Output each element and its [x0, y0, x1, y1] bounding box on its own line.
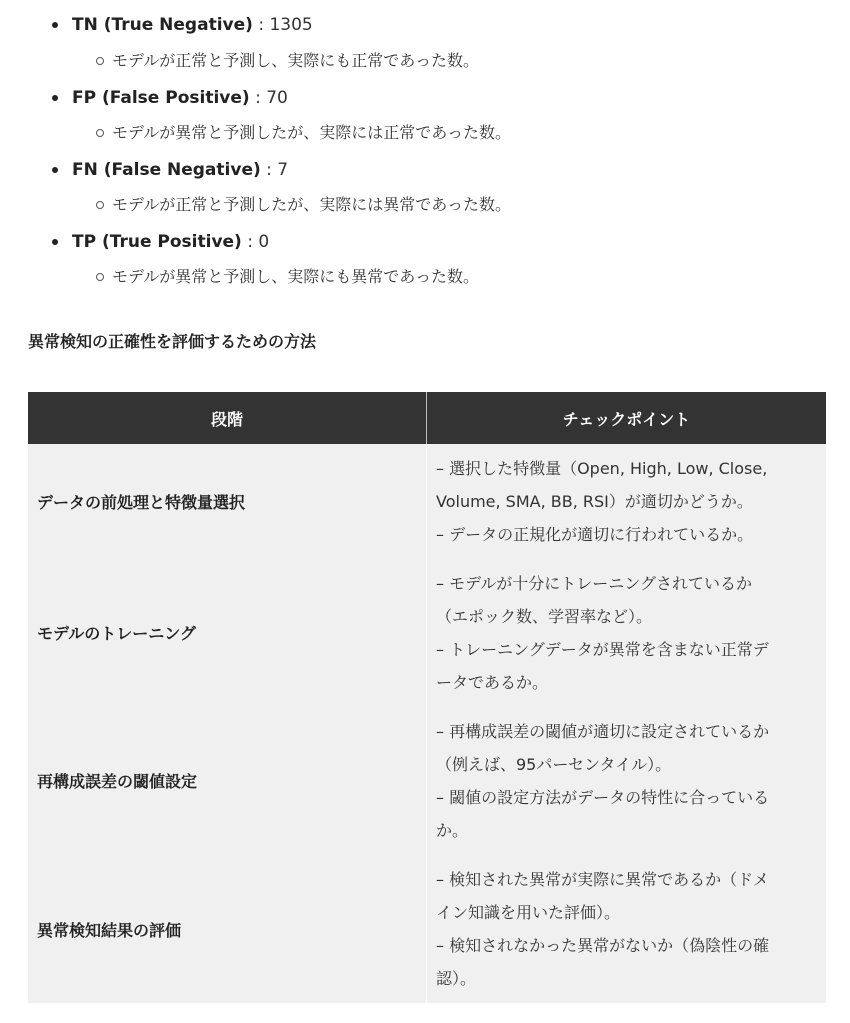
metric-separator: :: [260, 160, 278, 180]
sub-bullet-icon: [96, 201, 104, 209]
checkpoint-line: （例えば、95パーセンタイル）。: [436, 754, 672, 774]
metric-name: TP (True Positive): [72, 232, 242, 252]
metric-item-tn: [55, 13, 313, 37]
metric-value: 70: [266, 88, 288, 108]
column-header-checkpoint: チェックポイント: [427, 392, 827, 444]
section-heading: 異常検知の正確性を評価するための方法: [28, 332, 317, 351]
checkpoint-line: 認）。: [436, 969, 477, 988]
bullet-icon: [52, 167, 58, 173]
stage-cell: データの前処理と特徴量選択: [28, 444, 427, 559]
table-row: [28, 706, 826, 855]
checkpoint-cell: [427, 855, 827, 1003]
column-header-stage: 段階: [28, 392, 427, 444]
checkpoint-line: – 選択した特徴量（Open, High, Low, Close,: [436, 459, 768, 478]
checkpoint-line: Volume, SMA, BB, RSI）が適切かどうか。: [436, 492, 753, 511]
table-row: [28, 559, 826, 706]
metric-item-fp: [55, 86, 288, 110]
metric-description-text: モデルが異常と予測し、実際にも異常であった数。: [112, 267, 480, 286]
checkpoint-line: イン知識を用いた評価）。: [436, 903, 621, 922]
metric-description-tn: [96, 49, 479, 73]
stage-cell: モデルのトレーニング: [28, 559, 427, 706]
checkpoint-line: – トレーニングデータが異常を含まない正常デ: [436, 639, 769, 659]
checkpoint-line: – 閾値の設定方法がデータの特性に合っている: [436, 787, 770, 807]
metric-description-text: モデルが正常と予測したが、実際には異常であった数。: [112, 195, 512, 214]
metric-description-tp: [96, 265, 479, 289]
checkpoint-cell: [427, 706, 827, 855]
metric-value: 0: [258, 232, 270, 252]
stage-cell: 異常検知結果の評価: [28, 855, 427, 1003]
evaluation-table: [28, 392, 826, 1003]
metric-value: 7: [277, 160, 289, 180]
metric-item-tp: [55, 230, 269, 254]
checkpoint-line: – 検知されなかった異常がないか（偽陰性の確: [436, 936, 770, 955]
metric-name: FN (False Negative): [72, 160, 261, 180]
metric-description-fp: [96, 121, 511, 145]
bullet-icon: [52, 22, 58, 28]
checkpoint-line: – データの正規化が適切に行われているか。: [436, 525, 754, 544]
metric-name: TN (True Negative): [72, 15, 253, 35]
sub-bullet-icon: [96, 273, 104, 281]
sub-bullet-icon: [96, 129, 104, 137]
table-row: [28, 444, 826, 559]
checkpoint-line: （エポック数、学習率など）。: [436, 606, 653, 626]
metric-description-text: モデルが異常と予測したが、実際には正常であった数。: [112, 123, 512, 142]
checkpoint-line: – 再構成誤差の閾値が適切に設定されているか: [436, 721, 770, 741]
checkpoint-line: – モデルが十分にトレーニングされているか: [436, 573, 752, 593]
checkpoint-cell: [427, 559, 827, 706]
metric-separator: :: [252, 15, 270, 35]
table-header-row: [28, 392, 826, 444]
bullet-icon: [52, 239, 58, 245]
checkpoint-line: か。: [436, 820, 469, 840]
checkpoint-line: ータであるか。: [436, 672, 549, 692]
stage-cell: 再構成誤差の閾値設定: [28, 706, 427, 855]
table-row: [28, 855, 826, 1003]
metric-separator: :: [241, 232, 259, 252]
metric-separator: :: [249, 88, 267, 108]
checkpoint-line: – 検知された異常が実際に異常であるか（ドメ: [436, 870, 769, 889]
metric-name: FP (False Positive): [72, 88, 250, 108]
sub-bullet-icon: [96, 57, 104, 65]
metric-value: 1305: [269, 15, 313, 35]
bullet-icon: [52, 95, 58, 101]
metric-description-text: モデルが正常と予測し、実際にも正常であった数。: [112, 51, 480, 70]
metric-description-fn: [96, 193, 511, 217]
checkpoint-cell: [427, 444, 827, 559]
metric-item-fn: [55, 158, 288, 182]
